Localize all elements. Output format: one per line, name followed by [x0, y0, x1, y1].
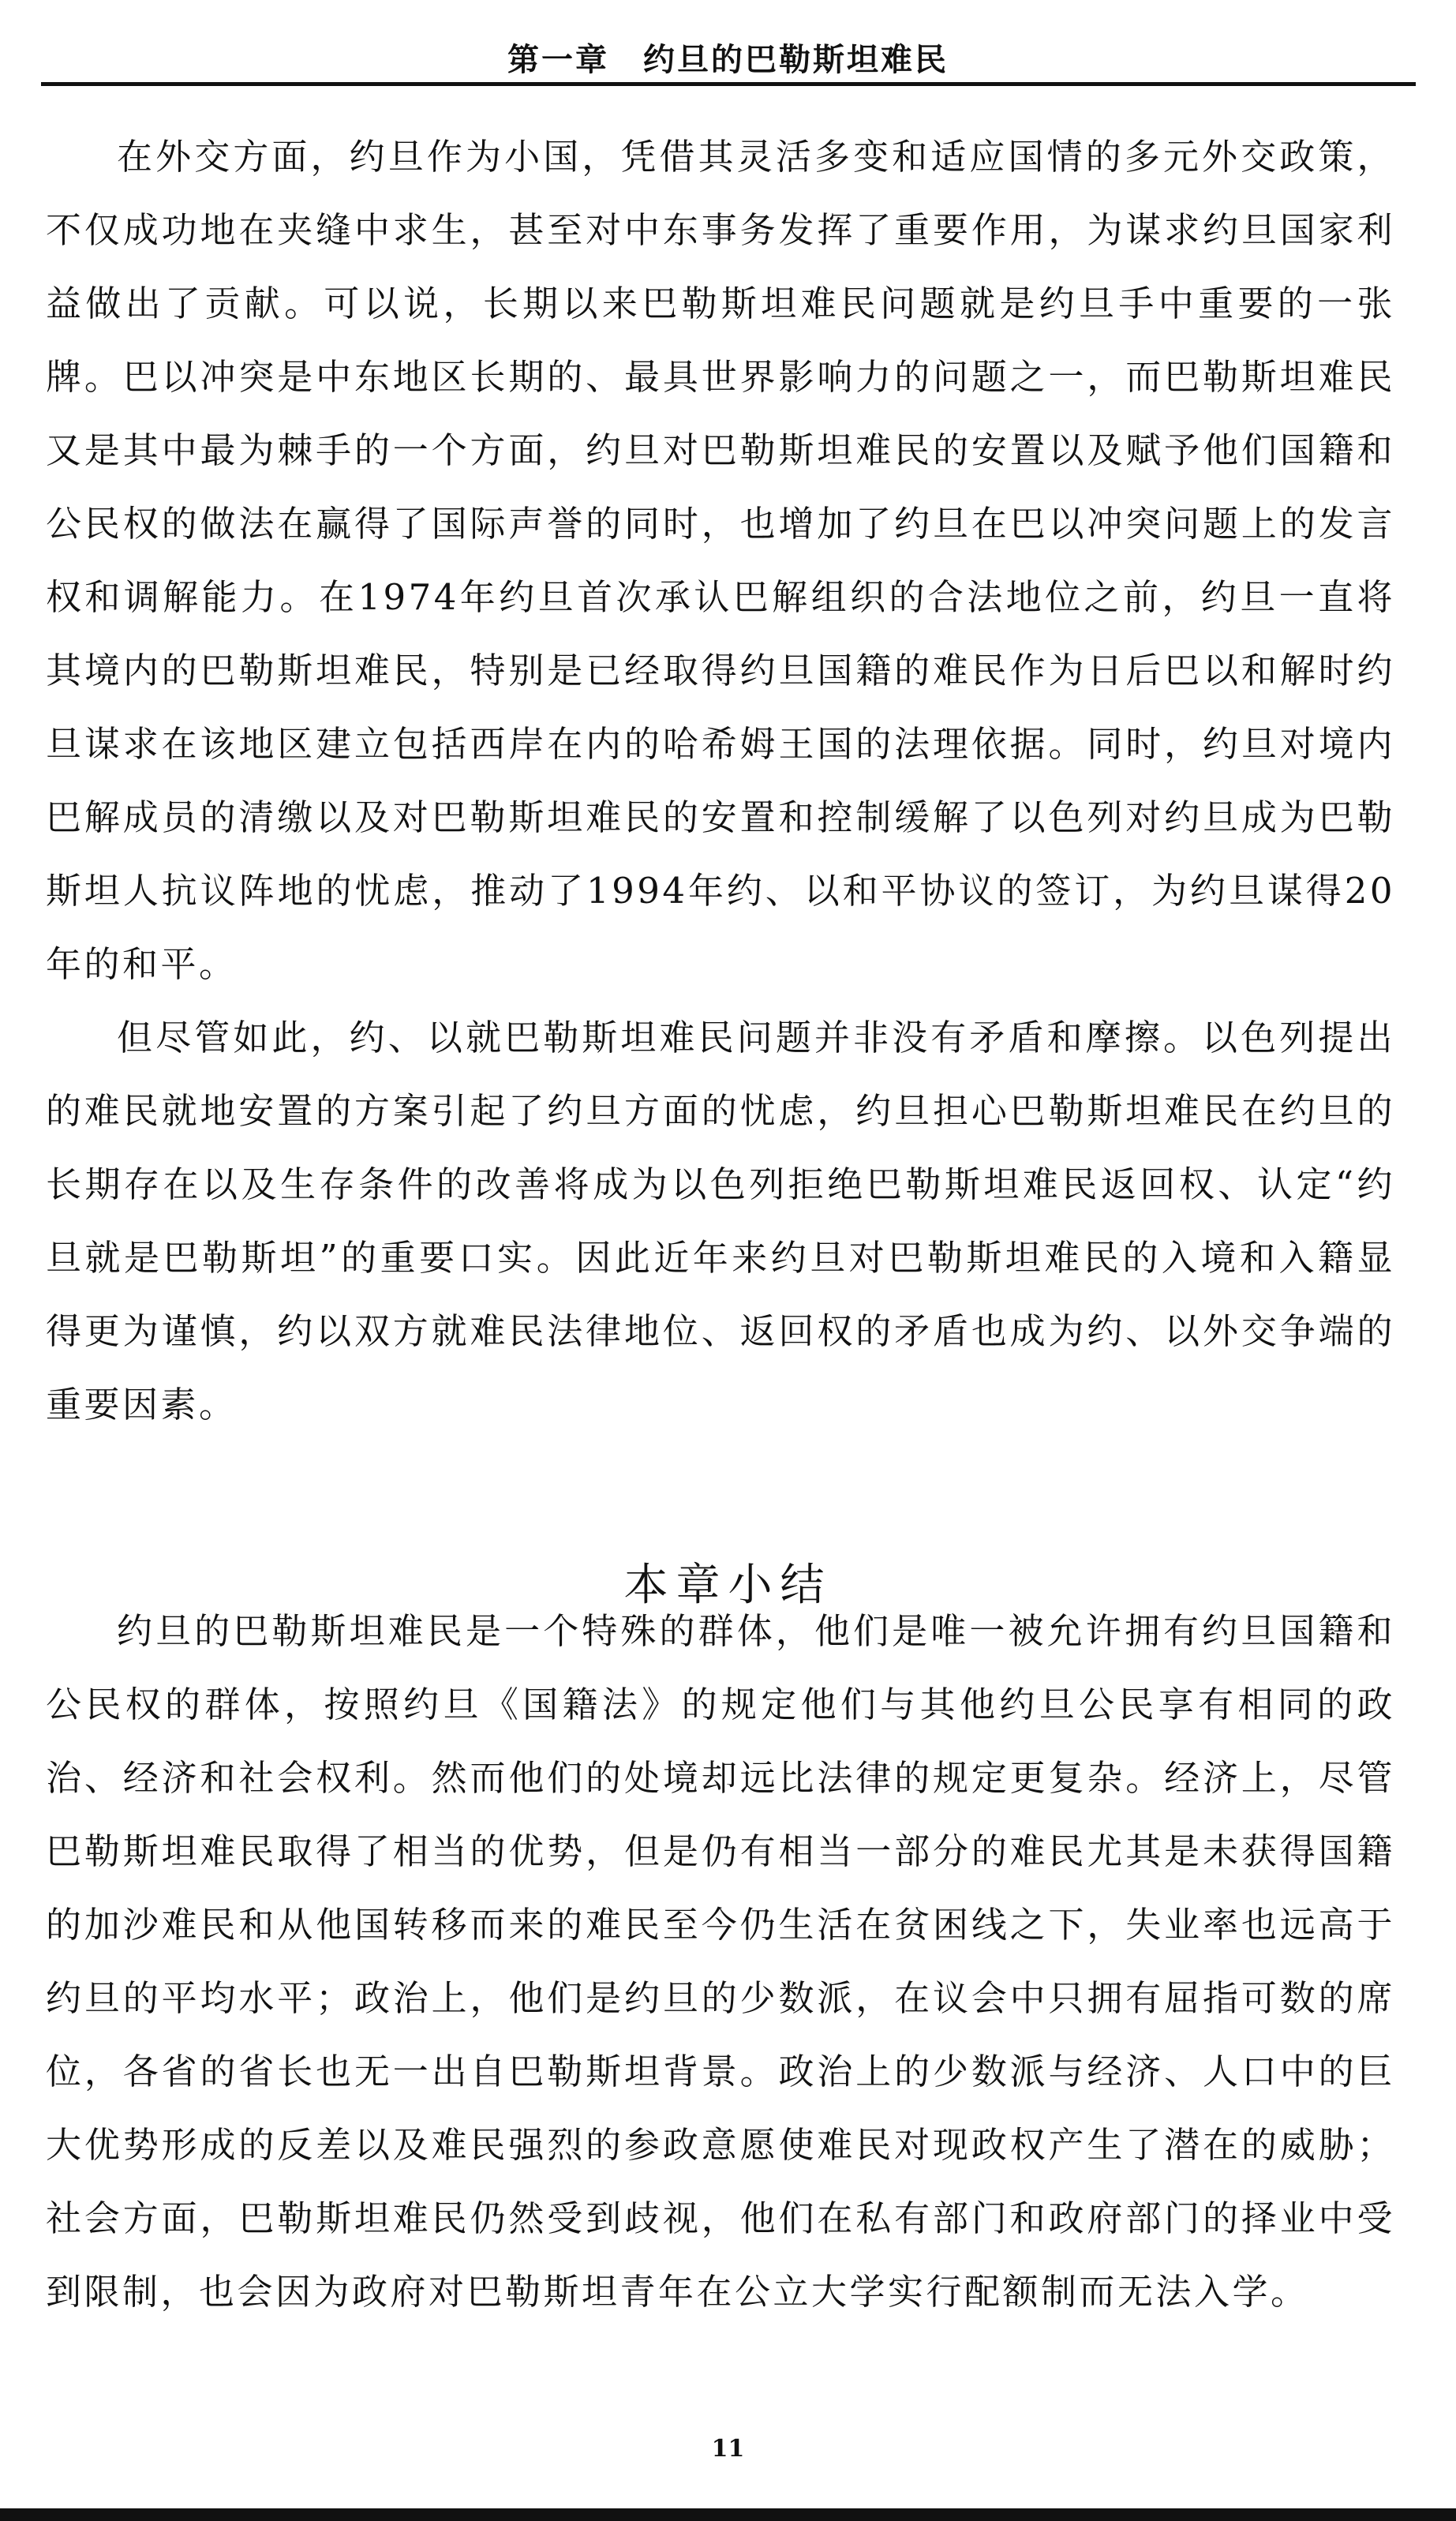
- page-number: 11: [711, 2435, 745, 2463]
- header-rule: [41, 82, 1416, 86]
- paragraph-friction: 但尽管如此，约、以就巴勒斯坦难民问题并非没有矛盾和摩擦。以色列提出的难民就地安置的方案引起了约旦方面的忧虑，约旦担心巴勒斯坦难民在约旦的长期存在以及生存条件的改善将成为以色列拒绝巴勒斯坦难民返回权、认定“约旦就是巴勒斯坦”的重要口实。因此近年来约旦对巴勒斯坦难民的入境和入籍显得更为谨慎，约以双方就难民法律地位、返回权的矛盾也成为约、以外交争端的重要因素。: [46, 1017, 1395, 1425]
- section-title: 本章小结: [623, 1560, 833, 1612]
- paragraph-foreign-policy: 在外交方面，约旦作为小国，凭借其灵活多变和适应国情的多元外交政策，不仅成功地在夹缝中求生，甚至对中东事务发挥了重要作用，为谋求约旦国家利益做出了贡献。可以说，长期以来巴勒斯坦难民问题就是约旦手中重要的一张牌。巴以冲突是中东地区长期的、最具世界影响力的问题之一，而巴勒斯坦难民又是其中最为棘手的一个方面，约旦对巴勒斯坦难民的安置以及赋予他们国籍和公民权的做法在赢得了国际声誉的同时，也增加了约旦在巴以冲突问题上的发言权和调解能力。在1974年约旦首次承认巴解组织的合法地位之前，约旦一直将其境内的巴勒斯坦难民，特别是已经取得约旦国籍的难民作为日后巴以和解时约旦谋求在该地区建立包括西岸在内的哈希姆王国的法理依据。同时，约旦对境内巴解成员的清缴以及对巴勒斯坦难民的安置和控制缓解了以色列对约旦成为巴勒斯坦人抗议阵地的忧虑，推动了1994年约、以和平协议的签订，为约旦谋得20年的和平。: [46, 136, 1395, 985]
- paragraph-summary: 约旦的巴勒斯坦难民是一个特殊的群体，他们是唯一被允许拥有约旦国籍和公民权的群体，按照约旦《国籍法》的规定他们与其他约旦公民享有相同的政治、经济和社会权利。然而他们的处境却远比法律的规定更复杂。经济上，尽管巴勒斯坦难民取得了相当的优势，但是仍有相当一部分的难民尤其是未获得国籍的加沙难民和从他国转移而来的难民至今仍生活在贫困线之下，失业率也远高于约旦的平均水平；政治上，他们是约旦的少数派，在议会中只拥有屈指可数的席位，各省的省长也无一出自巴勒斯坦背景。政治上的少数派与经济、人口中的巨大优势形成的反差以及难民强烈的参政意愿使难民对现政权产生了潜在的威胁；社会方面，巴勒斯坦难民仍然受到歧视，他们在私有部门和政府部门的择业中受到限制，也会因为政府对巴勒斯坦青年在公立大学实行配额制而无法入学。: [46, 1610, 1395, 2313]
- scan-bottom-edge: [0, 2508, 1456, 2521]
- running-header: 第一章 约旦的巴勒斯坦难民: [507, 41, 949, 78]
- summary-text-block: [46, 1594, 1395, 2328]
- main-text-block: [46, 120, 1395, 1441]
